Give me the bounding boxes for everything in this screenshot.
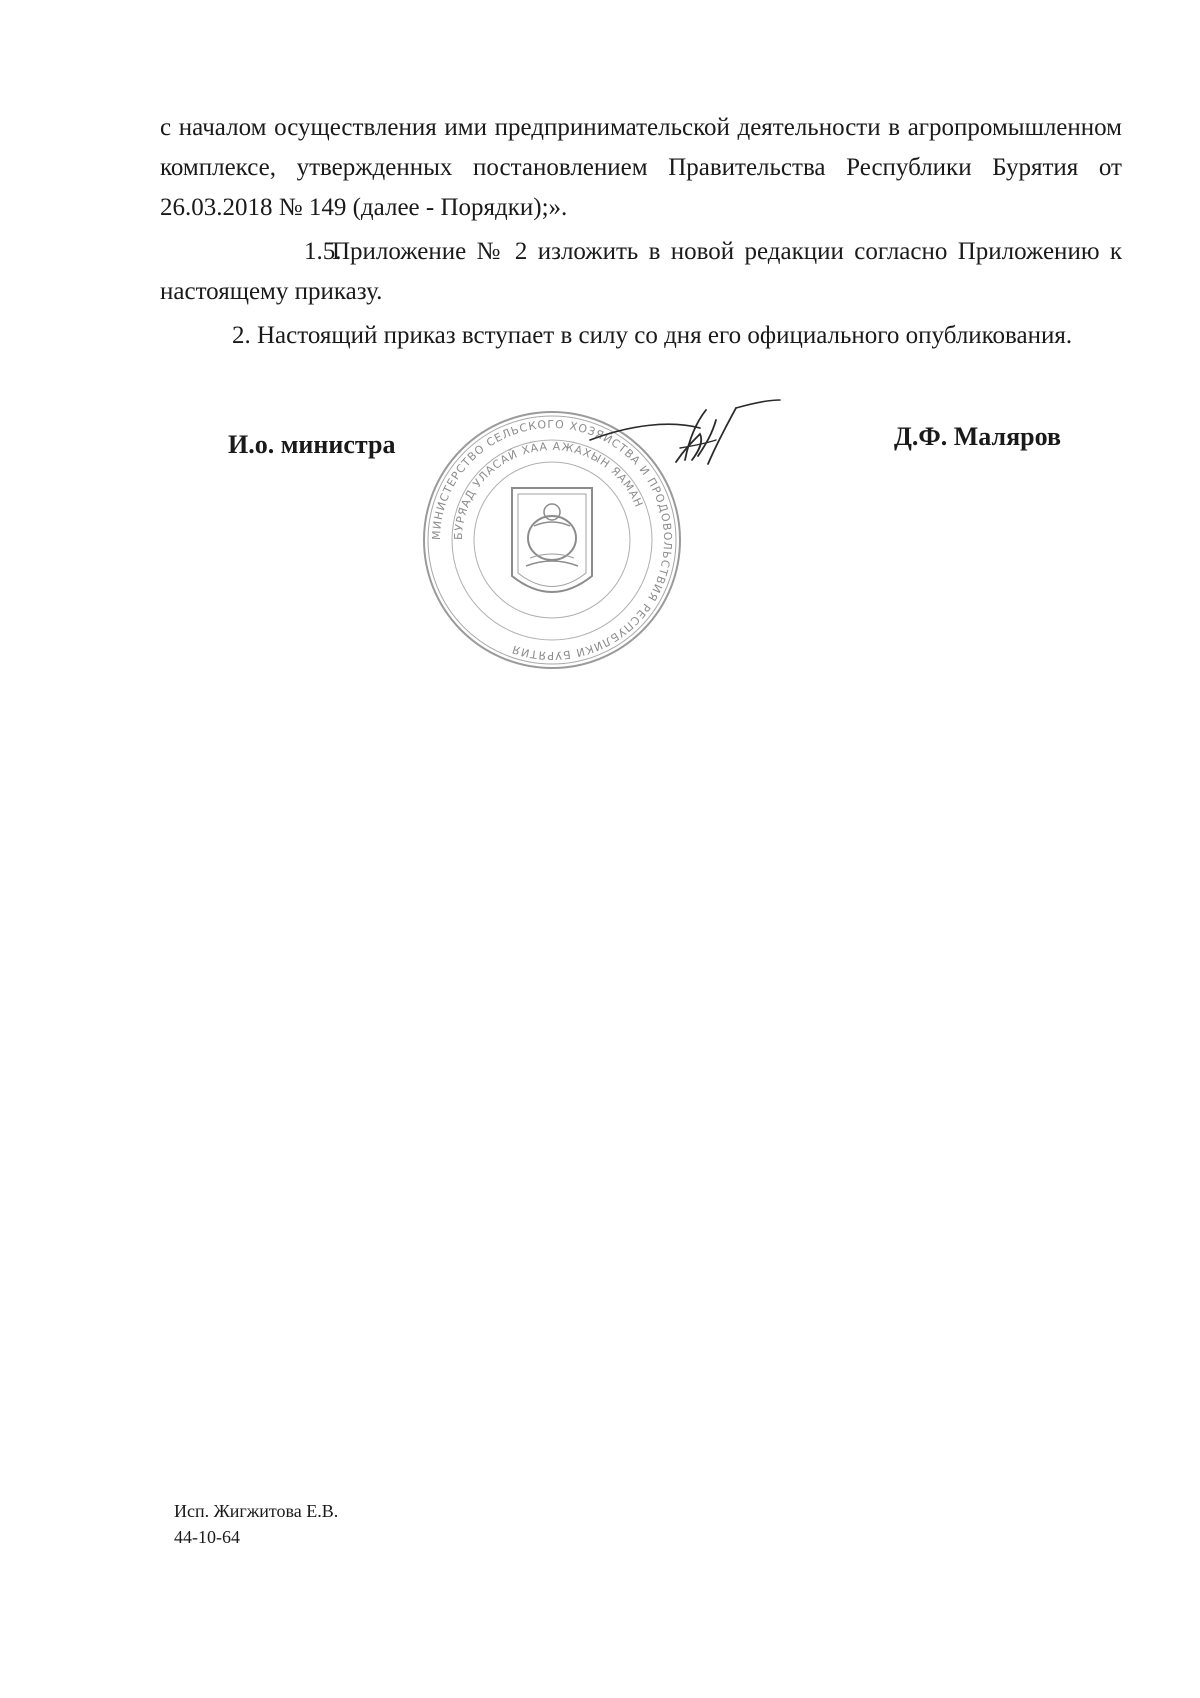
- item-number: 1.5.: [304, 238, 342, 265]
- document-body: [160, 108, 1122, 356]
- executor-info: [174, 1498, 338, 1550]
- svg-text:МИНИСТЕРСТВО СЕЛЬСКОГО ХОЗЯЙСТ: МИНИСТЕРСТВО СЕЛЬСКОГО ХОЗЯЙСТВА И ПРОДОВОЛЬСТВИЯ РЕСПУБЛИКИ БУРЯТИЯ: [429, 417, 675, 663]
- item-text: Приложение № 2 изложить в новой редакции согласно Приложению к настоящему приказу.: [160, 238, 1122, 305]
- paragraph-item-1-5: [160, 232, 1122, 312]
- signatory-role: И.о. министра: [228, 430, 396, 459]
- svg-text:БУРЯАД УЛАСАЙ ХАА АЖАХЫН ЯАМАН: БУРЯАД УЛАСАЙ ХАА АЖАХЫН ЯАМАН: [451, 439, 646, 541]
- signatory-name: Д.Ф. Маляров: [894, 422, 1061, 451]
- paragraph-continuation: с началом осуществления ими предпринимательской деятельности в агропромышленном комплексе, утвержденных постановлением Правительства Республики Бурятия от 26.03.2018 № 149 (далее - Порядки);».: [160, 114, 1122, 221]
- executor-name: Исп. Жигжитова Е.В.: [174, 1501, 339, 1521]
- executor-phone: 44-10-64: [174, 1527, 240, 1547]
- handwritten-signature: [580, 390, 800, 500]
- paragraph-item-2: 2. Настоящий приказ вступает в силу со дня его официального опубликования.: [232, 322, 1073, 349]
